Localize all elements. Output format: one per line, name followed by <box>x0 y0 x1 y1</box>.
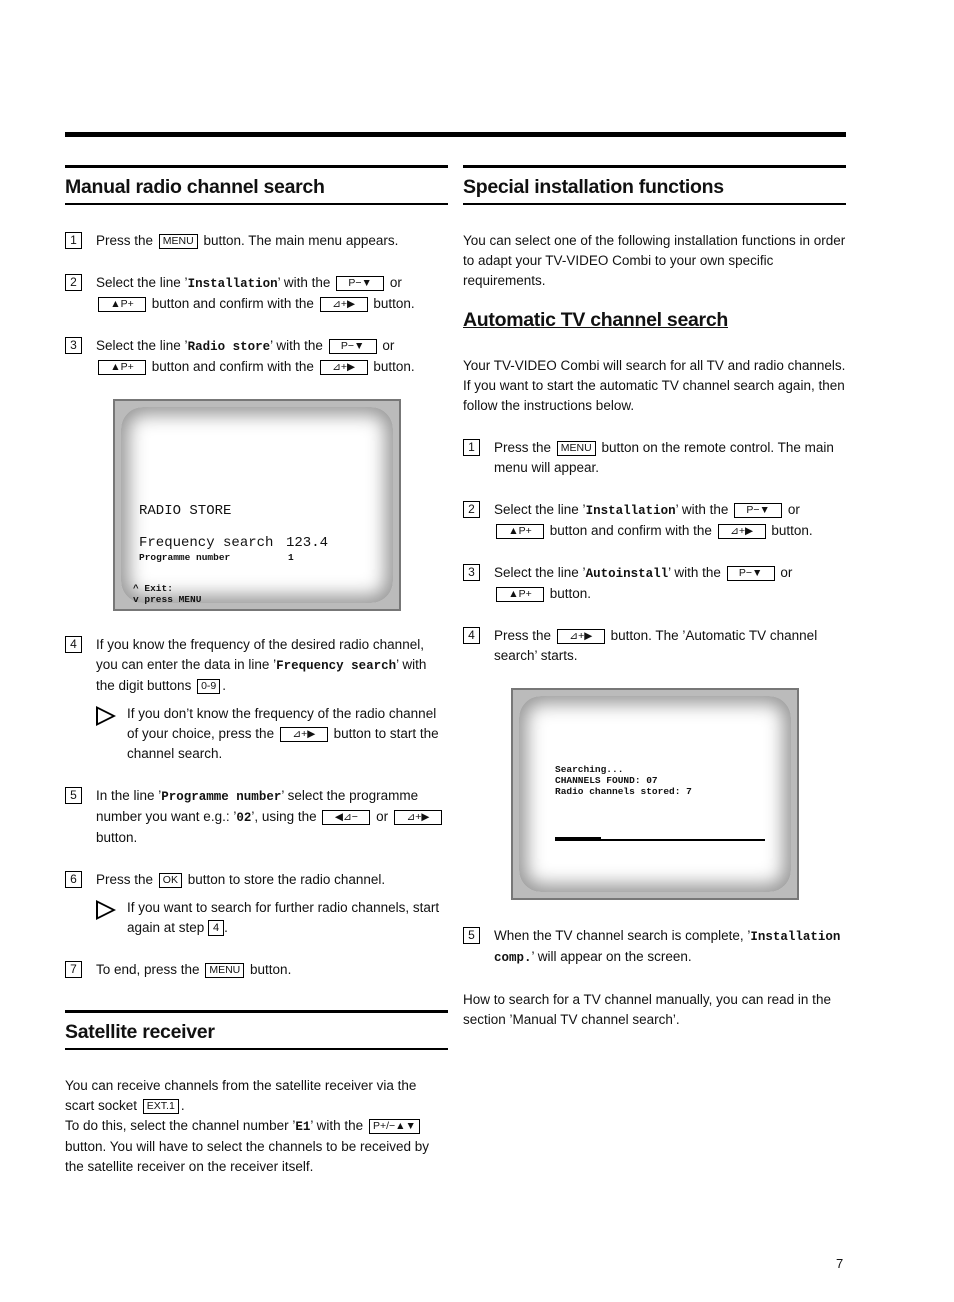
volume-plus-button-icon: ⊿+▶ <box>394 810 442 825</box>
progress-fill <box>555 837 601 841</box>
code-text: Installation <box>187 277 278 291</box>
ok-button-icon: OK <box>159 873 182 888</box>
menu-button-icon: MENU <box>159 234 198 249</box>
code-text: Installation comp. <box>494 930 841 965</box>
auto-step-5: 5 When the TV channel search is complete, ’Installation comp.’ will appear on the screen. <box>463 926 846 968</box>
code-text: Programme number <box>161 790 282 804</box>
code-text: Frequency search <box>276 659 397 673</box>
info-note: i If you don’t know the frequency of the radio channel of your choice, press the ⊿+▶ button to start the channel search. <box>96 704 448 764</box>
code-text: E1 <box>295 1120 311 1134</box>
volume-plus-button-icon: ⊿+▶ <box>320 297 368 312</box>
manual-radio-title: Manual radio channel search <box>65 165 448 205</box>
right-column <box>463 165 846 1030</box>
auto-outro: How to search for a TV channel manually, you can read in the section ’Manual TV channel search’. <box>463 992 831 1027</box>
step-number: 4 <box>65 636 82 653</box>
step-number: 4 <box>463 627 480 644</box>
digit-buttons-icon: 0-9 <box>197 679 220 694</box>
info-icon: i <box>96 900 116 920</box>
screen-line-1: Searching... <box>555 764 624 775</box>
volume-minus-button-icon: ◀⊿− <box>322 810 370 825</box>
p-minus-button-icon: P−▼ <box>734 503 782 518</box>
auto-step-3: 3 Select the line ’Autoinstall’ with the P−▼ or ▲P+ button. <box>463 563 846 604</box>
screen-press: v press MENU <box>133 594 202 605</box>
code-text: Autoinstall <box>585 567 669 581</box>
manual-radio-step-1: 1 Press the MENU button. The main menu appears. <box>65 231 448 251</box>
step-number: 5 <box>463 927 480 944</box>
code-text: 02 <box>236 811 252 825</box>
volume-plus-button-icon: ⊿+▶ <box>280 727 328 742</box>
left-column <box>65 165 448 1177</box>
screen-freq-label: Frequency search <box>139 535 274 551</box>
step-number: 6 <box>65 871 82 888</box>
menu-button-icon: MENU <box>205 963 244 978</box>
p-plus-button-icon: ▲P+ <box>496 524 544 539</box>
special-title: Special installation functions <box>463 165 846 205</box>
screen-line-2: CHANNELS FOUND: 07 <box>555 775 658 786</box>
screen-title: RADIO STORE <box>139 503 232 519</box>
p-minus-button-icon: P−▼ <box>336 276 384 291</box>
step-number: 3 <box>463 564 480 581</box>
screen-freq-value: 123.4 <box>286 535 329 551</box>
top-rule <box>65 132 846 137</box>
step-ref: 4 <box>208 920 224 936</box>
satellite-title: Satellite receiver <box>65 1010 448 1050</box>
p-plus-button-icon: ▲P+ <box>98 360 146 375</box>
manual-radio-step-2: 2 Select the line ’Installation’ with the P−▼ or ▲P+ button and confirm with the ⊿+▶ button. <box>65 273 448 314</box>
step-number: 1 <box>463 439 480 456</box>
manual-radio-step-4: 4 If you know the frequency of the desired radio channel, you can enter the data in line ’Frequency search’ with the digit buttons 0-9 . i If you don’t know the frequency of the radio channel of your choice, press the ⊿+▶ button to start the channel search. <box>65 635 448 764</box>
ext1-socket-icon: EXT.1 <box>143 1099 179 1114</box>
step-number: 3 <box>65 337 82 354</box>
auto-p2: If you want to start the automatic TV channel search again, then follow the instructions below. <box>463 378 845 413</box>
info-icon: i <box>96 706 116 726</box>
auto-step-4: 4 Press the ⊿+▶ button. The ’Automatic TV channel search’ starts. <box>463 626 846 666</box>
radio-store-screen <box>113 399 401 611</box>
screen-line-3: Radio channels stored: 7 <box>555 786 692 797</box>
volume-plus-button-icon: ⊿+▶ <box>320 360 368 375</box>
page-number: 7 <box>836 1256 844 1271</box>
manual-radio-step-5: 5 In the line ’Programme number’ select the programme number you want e.g.: ’02’, using the ◀⊿− or ⊿+▶ button. <box>65 786 448 848</box>
code-text: Radio store <box>187 340 271 354</box>
auto-p1: Your TV-VIDEO Combi will search for all TV and radio channels. <box>463 358 846 373</box>
search-screen <box>511 688 799 900</box>
manual-radio-step-7: 7 To end, press the MENU button. <box>65 960 448 980</box>
special-intro: You can select one of the following installation functions in order to adapt your TV-VIDEO Combi to your own specific requirements. <box>463 233 846 288</box>
auto-title: Automatic TV channel search <box>463 309 728 331</box>
step-number: 2 <box>463 501 480 518</box>
step-number: 1 <box>65 232 82 249</box>
screen-prog-label: Programme number <box>139 552 231 563</box>
p-minus-button-icon: P−▼ <box>329 339 377 354</box>
satellite-paragraph: You can receive channels from the satellite receiver via the scart socket EXT.1 . To do this, select the channel number ’E1’ with the P+/−▲▼ button. You will have to select the channels to be received by the satellite receiver on the receiver itself. <box>65 1078 429 1174</box>
p-plus-minus-button-icon: P+/−▲▼ <box>369 1119 420 1134</box>
menu-button-icon: MENU <box>557 441 596 456</box>
step-number: 7 <box>65 961 82 978</box>
auto-step-2: 2 Select the line ’Installation’ with the P−▼ or ▲P+ button and confirm with the ⊿+▶ button. <box>463 500 846 541</box>
step-number: 2 <box>65 274 82 291</box>
volume-plus-button-icon: ⊿+▶ <box>557 629 605 644</box>
p-minus-button-icon: P−▼ <box>727 566 775 581</box>
manual-radio-step-6: 6 Press the OK button to store the radio channel. i If you want to search for further radio channels, start again at step 4 . <box>65 870 448 938</box>
code-text: Installation <box>585 504 676 518</box>
p-plus-button-icon: ▲P+ <box>98 297 146 312</box>
screen-exit: ^ Exit: <box>133 583 173 594</box>
auto-step-1: 1 Press the MENU button on the remote control. The main menu will appear. <box>463 438 846 478</box>
progress-track <box>555 839 765 841</box>
volume-plus-button-icon: ⊿+▶ <box>718 524 766 539</box>
screen-prog-value: 1 <box>288 552 294 563</box>
step-number: 5 <box>65 787 82 804</box>
manual-radio-step-3: 3 Select the line ’Radio store’ with the P−▼ or ▲P+ button and confirm with the ⊿+▶ button. <box>65 336 448 377</box>
info-note: i If you want to search for further radio channels, start again at step 4 . <box>96 898 448 938</box>
p-plus-button-icon: ▲P+ <box>496 587 544 602</box>
